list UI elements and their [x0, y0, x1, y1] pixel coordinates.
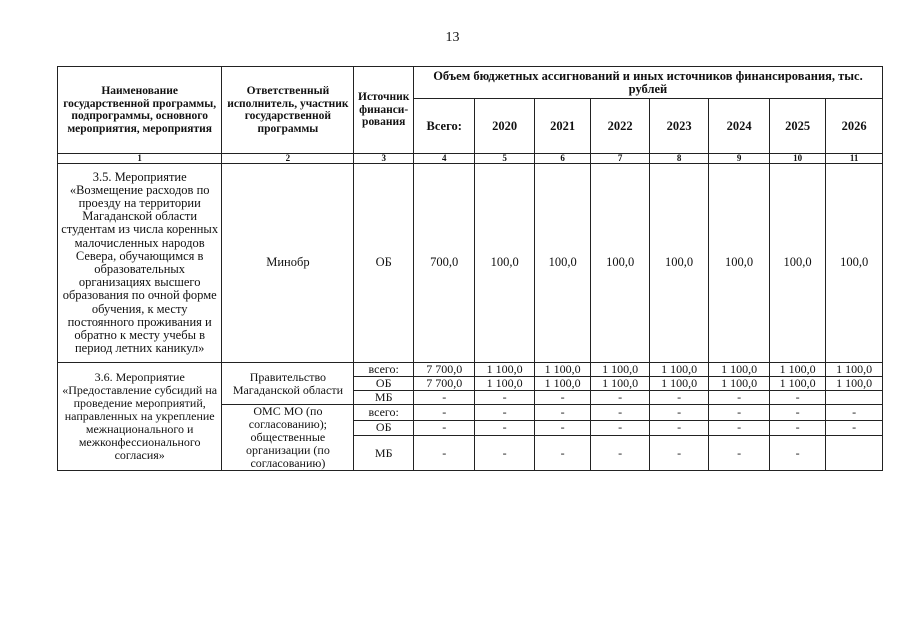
- total-cell: 7 700,0: [413, 377, 475, 391]
- column-number: 8: [649, 154, 708, 164]
- year-cell: -: [709, 420, 770, 436]
- year-cell: -: [649, 436, 708, 471]
- year-cell: 1 100,0: [475, 363, 534, 377]
- header-year: 2023: [649, 99, 708, 154]
- column-number: 10: [769, 154, 825, 164]
- column-number-row: [58, 154, 883, 164]
- year-cell: -: [475, 420, 534, 436]
- header-source: Источник финанси-рования: [354, 67, 413, 154]
- year-cell: 1 100,0: [649, 363, 708, 377]
- year-cell: -: [649, 391, 708, 405]
- year-cell: 1 100,0: [769, 363, 825, 377]
- year-cell: -: [769, 436, 825, 471]
- source-cell: всего:: [354, 363, 413, 377]
- year-cell: -: [649, 420, 708, 436]
- budget-table: [57, 66, 883, 471]
- activity-name: 3.5. Мероприятие «Возмещение расходов по проезду на территории Магаданской области студентам из числа коренных малочисленных народов Севера, обучающимся в образовательных организациях высшего образования по очной форме обучения, к месту постоянного проживания и обратно к месту учебы в период летних каникул»: [58, 164, 222, 363]
- column-number: 3: [354, 154, 413, 164]
- year-cell: 1 100,0: [826, 363, 883, 377]
- total-cell: -: [413, 420, 475, 436]
- year-cell: [826, 391, 883, 405]
- header-year: 2020: [475, 99, 534, 154]
- year-cell: 100,0: [649, 164, 708, 363]
- year-cell: 100,0: [475, 164, 534, 363]
- total-cell: -: [413, 391, 475, 405]
- executor-cell: ОМС МО (по согласованию); общественные организации (по согласованию): [222, 405, 354, 471]
- source-cell: МБ: [354, 436, 413, 471]
- header-year: 2024: [709, 99, 770, 154]
- column-number: 11: [826, 154, 883, 164]
- executor-cell: Минобр: [222, 164, 354, 363]
- year-cell: 100,0: [769, 164, 825, 363]
- year-cell: -: [534, 420, 590, 436]
- header-program-name: Наименование государственной программы, подпрограммы, основного мероприятия, мероприятия: [58, 67, 222, 154]
- total-cell: 700,0: [413, 164, 475, 363]
- header-executor: Ответственный исполнитель, участник государственной программы: [222, 67, 354, 154]
- year-cell: -: [649, 405, 708, 421]
- column-number: 4: [413, 154, 475, 164]
- year-cell: 1 100,0: [649, 377, 708, 391]
- year-cell: -: [709, 405, 770, 421]
- year-cell: -: [534, 391, 590, 405]
- column-number: 6: [534, 154, 590, 164]
- table-row: [58, 164, 883, 363]
- header-budget-group: Объем бюджетных ассигнований и иных источников финансирования, тыс. рублей: [413, 67, 882, 99]
- source-cell: всего:: [354, 405, 413, 421]
- year-cell: -: [475, 436, 534, 471]
- header-total: Всего:: [413, 99, 475, 154]
- year-cell: 1 100,0: [534, 363, 590, 377]
- column-number: 2: [222, 154, 354, 164]
- year-cell: -: [709, 436, 770, 471]
- activity-name: 3.6. Мероприятие «Предоставление субсидий на проведение мероприятий, направленных на укрепление межнационального и межконфессионального согласия»: [58, 363, 222, 471]
- year-cell: -: [534, 436, 590, 471]
- column-number: 5: [475, 154, 534, 164]
- year-cell: 1 100,0: [709, 377, 770, 391]
- year-cell: -: [591, 405, 649, 421]
- header-year: 2025: [769, 99, 825, 154]
- source-cell: МБ: [354, 391, 413, 405]
- source-cell: ОБ: [354, 164, 413, 363]
- year-cell: 1 100,0: [769, 377, 825, 391]
- column-number: 7: [591, 154, 649, 164]
- year-cell: 1 100,0: [591, 377, 649, 391]
- year-cell: 1 100,0: [826, 377, 883, 391]
- year-cell: 1 100,0: [534, 377, 590, 391]
- year-cell: -: [769, 420, 825, 436]
- executor-cell: Правительство Магаданской области: [222, 363, 354, 405]
- total-cell: 7 700,0: [413, 363, 475, 377]
- column-number: 1: [58, 154, 222, 164]
- header-year: 2026: [826, 99, 883, 154]
- year-cell: [826, 436, 883, 471]
- total-cell: -: [413, 405, 475, 421]
- header-row-main: [58, 67, 883, 99]
- year-cell: -: [769, 405, 825, 421]
- year-cell: 1 100,0: [591, 363, 649, 377]
- year-cell: -: [534, 405, 590, 421]
- year-cell: 100,0: [534, 164, 590, 363]
- year-cell: -: [709, 391, 770, 405]
- year-cell: -: [826, 420, 883, 436]
- year-cell: 100,0: [826, 164, 883, 363]
- header-year: 2022: [591, 99, 649, 154]
- source-cell: ОБ: [354, 420, 413, 436]
- year-cell: 1 100,0: [475, 377, 534, 391]
- year-cell: -: [475, 391, 534, 405]
- year-cell: -: [591, 391, 649, 405]
- header-year: 2021: [534, 99, 590, 154]
- year-cell: 100,0: [709, 164, 770, 363]
- year-cell: 100,0: [591, 164, 649, 363]
- total-cell: -: [413, 436, 475, 471]
- source-cell: ОБ: [354, 377, 413, 391]
- year-cell: 1 100,0: [709, 363, 770, 377]
- year-cell: -: [769, 391, 825, 405]
- year-cell: -: [826, 405, 883, 421]
- column-number: 9: [709, 154, 770, 164]
- page-number: 13: [445, 30, 460, 45]
- year-cell: -: [591, 420, 649, 436]
- year-cell: -: [591, 436, 649, 471]
- year-cell: -: [475, 405, 534, 421]
- table-row: [58, 363, 883, 377]
